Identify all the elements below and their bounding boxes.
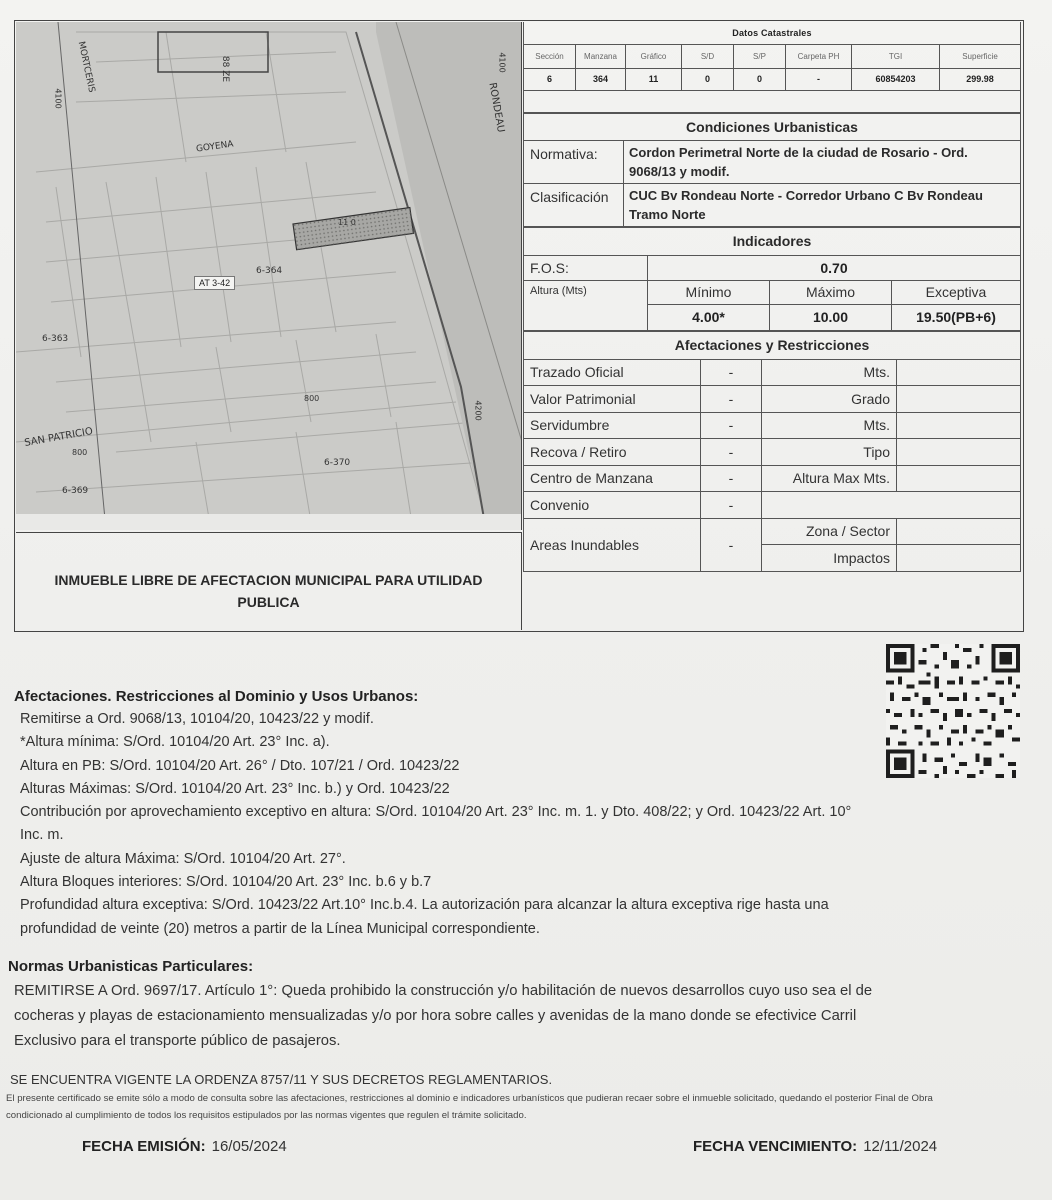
- afectacion-value: -: [701, 359, 762, 386]
- clasificacion-label: Clasificación: [524, 183, 624, 226]
- restricciones-title: Afectaciones. Restricciones al Dominio y Usos Urbanos:: [14, 688, 419, 705]
- afectacion-unit: [762, 492, 1021, 519]
- catastral-value: 364: [576, 68, 626, 90]
- catastral-value: -: [786, 68, 852, 90]
- restriccion-line: Profundidad altura exceptiva: S/Ord. 10423/22 Art.10° Inc.b.4. La autorización para alcanzar la altura exceptiva rige hasta una: [20, 897, 829, 914]
- afectacion-label: Valor Patrimonial: [524, 386, 701, 413]
- catastral-value: 0: [734, 68, 786, 90]
- catastral-title: Datos Catastrales: [524, 22, 1021, 44]
- normativa-label: Normativa:: [524, 140, 624, 183]
- street-number-label: 4100: [497, 52, 507, 73]
- indicadores-title: Indicadores: [524, 227, 1021, 255]
- afectaciones-table: [523, 331, 1021, 572]
- catastral-header: Superficie: [940, 44, 1021, 68]
- restricciones-section: [14, 688, 894, 941]
- normas-title: Normas Urbanisticas Particulares:: [8, 958, 254, 975]
- data-panel: [523, 22, 1021, 572]
- fecha-vencimiento: [693, 1138, 937, 1155]
- afectacion-label: Trazado Oficial: [524, 359, 701, 386]
- catastral-value: 60854203: [852, 68, 940, 90]
- catastral-header: Manzana: [576, 44, 626, 68]
- afectacion-value: -: [701, 412, 762, 439]
- altura-label: Altura (Mts): [524, 280, 648, 330]
- altura-exc-value: 19.50(PB+6): [892, 304, 1021, 330]
- restriccion-line: Inc. m.: [20, 827, 64, 844]
- altura-exc-label: Exceptiva: [892, 280, 1021, 304]
- indicadores-table: [523, 227, 1021, 331]
- afectacion-value: -: [701, 439, 762, 466]
- afectacion-value: -: [701, 492, 762, 519]
- afectacion-unit: Mts.: [762, 412, 897, 439]
- afectacion-cell: [897, 359, 1021, 386]
- afectacion-label: Servidumbre: [524, 412, 701, 439]
- disclaimer: [6, 1090, 1036, 1124]
- afectacion-unit: Altura Max Mts.: [762, 465, 897, 492]
- afectacion-label: Areas Inundables: [524, 518, 701, 571]
- restriccion-line: Alturas Máximas: S/Ord. 10104/20 Art. 23° Inc. b.) y Ord. 10423/22: [20, 780, 450, 797]
- disclaimer-line: El presente certificado se emite sólo a modo de consulta sobre las afectaciones, restricciones al dominio e indicadores urbanísticos que pudieran recaer sobre el inmueble solicitado, quedando el posterior Final de Obra: [6, 1093, 933, 1104]
- fos-label: F.O.S:: [524, 255, 648, 280]
- catastral-header: S/D: [682, 44, 734, 68]
- block-label: 6-363: [42, 334, 69, 344]
- street-number-label: 800: [72, 448, 88, 457]
- street-number-label: 4100: [53, 88, 63, 109]
- street-label-san-patricio: SAN PATRICIO: [23, 426, 94, 449]
- afectacion-unit-impactos: Impactos: [762, 545, 897, 572]
- normativa-value: Cordon Perimetral Norte de la ciudad de Rosario - Ord. 9068/13 y modif.: [624, 140, 1021, 183]
- restriccion-line: profundidad de veinte (20) metros a partir de la Línea Municipal correspondiente.: [20, 920, 540, 937]
- fecha-vencimiento-label: FECHA VENCIMIENTO:: [693, 1138, 858, 1155]
- cadastral-map: [16, 22, 522, 530]
- map-drawing: [16, 22, 522, 530]
- norma-line: Exclusivo para el transporte público de pasajeros.: [14, 1033, 341, 1049]
- afectacion-value: -: [701, 465, 762, 492]
- vigente-notice: SE ENCUENTRA VIGENTE LA ORDENZA 8757/11 Y SUS DECRETOS REGLAMENTARIOS.: [10, 1072, 553, 1087]
- afectacion-label: Recova / Retiro: [524, 439, 701, 466]
- fecha-emision-label: FECHA EMISIÓN:: [82, 1138, 206, 1155]
- catastral-table: [523, 22, 1021, 113]
- blank-area: [524, 90, 1021, 112]
- disclaimer-line: condicionado al cumplimiento de todos los requisitos estipulados por las normas vigentes que regulen el trámite solicitado.: [6, 1110, 527, 1121]
- norma-line: REMITIRSE A Ord. 9697/17. Artículo 1°: Queda prohibido la construcción y/o habilitación de nuevos desarrollos cuyo uso sea el de: [14, 983, 873, 999]
- catastral-value: 299.98: [940, 68, 1021, 90]
- catastral-value: 6: [524, 68, 576, 90]
- catastral-value: 11: [626, 68, 682, 90]
- altura-min-value: 4.00*: [648, 304, 770, 330]
- restriccion-line: Remitirse a Ord. 9068/13, 10104/20, 10423/22 y modif.: [20, 711, 374, 727]
- fecha-vencimiento-value: 12/11/2024: [863, 1138, 938, 1155]
- lot-label: 11 0: [338, 218, 356, 227]
- caption-libre-afectacion: INMUEBLE LIBRE DE AFECTACION MUNICIPAL PARA UTILIDAD PUBLICA: [16, 532, 522, 630]
- condiciones-title: Condiciones Urbanisticas: [524, 113, 1021, 140]
- street-number-label: 800: [304, 394, 320, 403]
- zone-label: AT 3-42: [194, 276, 235, 290]
- qr-code-icon: [886, 644, 1020, 778]
- catastral-header: Carpeta PH: [786, 44, 852, 68]
- afectacion-cell: [897, 439, 1021, 466]
- afectacion-value: -: [701, 518, 762, 571]
- catastral-header: TGI: [852, 44, 940, 68]
- fecha-emision: [82, 1138, 287, 1155]
- restriccion-line: Altura Bloques interiores: S/Ord. 10104/20 Art. 23° Inc. b.6 y b.7: [20, 874, 432, 891]
- street-number-label: 88 ZE: [220, 55, 231, 83]
- block-label: 6-369: [62, 486, 89, 496]
- afectacion-unit: Grado: [762, 386, 897, 413]
- afectacion-cell: [897, 465, 1021, 492]
- clasificacion-value: CUC Bv Rondeau Norte - Corredor Urbano C Bv Rondeau Tramo Norte: [624, 183, 1021, 226]
- afectacion-unit: Zona / Sector: [762, 518, 897, 545]
- street-label-rondeau: RONDEAU: [486, 81, 507, 134]
- afectaciones-title: Afectaciones y Restricciones: [524, 331, 1021, 359]
- catastral-header: Gráfico: [626, 44, 682, 68]
- street-number-label: 4200: [473, 400, 483, 421]
- altura-max-value: 10.00: [770, 304, 892, 330]
- fecha-emision-value: 16/05/2024: [211, 1138, 287, 1155]
- condiciones-table: [523, 113, 1021, 227]
- afectacion-cell: [897, 545, 1021, 572]
- restriccion-line: Altura en PB: S/Ord. 10104/20 Art. 26° / Dto. 107/21 / Ord. 10423/22: [20, 757, 460, 774]
- block-label: 6-364: [256, 266, 283, 276]
- afectacion-unit: Tipo: [762, 439, 897, 466]
- altura-min-label: Mínimo: [648, 280, 770, 304]
- catastral-header: S/P: [734, 44, 786, 68]
- afectacion-unit: Mts.: [762, 359, 897, 386]
- restriccion-line: Ajuste de altura Máxima: S/Ord. 10104/20 Art. 27°.: [20, 850, 346, 867]
- catastral-value: 0: [682, 68, 734, 90]
- street-label-mortceris: MORTCERIS: [75, 40, 97, 94]
- afectacion-cell: [897, 412, 1021, 439]
- afectacion-label: Centro de Manzana: [524, 465, 701, 492]
- norma-line: cocheras y playas de estacionamiento mensualizadas y/o por hora sobre calles y avenidas de la mano donde se efectivice Carril: [14, 1008, 857, 1024]
- normas-section: [8, 958, 888, 1054]
- restriccion-line: Contribución por aprovechamiento exceptivo en altura: S/Ord. 10104/20 Art. 23° Inc. m. 1. y Dto. 408/22; y Ord. 10423/22 Art. 10°: [20, 804, 852, 821]
- restriccion-line: *Altura mínima: S/Ord. 10104/20 Art. 23° Inc. a).: [20, 734, 330, 751]
- afectacion-cell: [897, 386, 1021, 413]
- catastral-header: Sección: [524, 44, 576, 68]
- afectacion-value: -: [701, 386, 762, 413]
- block-label: 6-370: [324, 458, 351, 468]
- altura-max-label: Máximo: [770, 280, 892, 304]
- afectacion-label: Convenio: [524, 492, 701, 519]
- street-label-goyena: GOYENA: [195, 139, 235, 155]
- fos-value: 0.70: [648, 255, 1021, 280]
- afectacion-cell: [897, 518, 1021, 545]
